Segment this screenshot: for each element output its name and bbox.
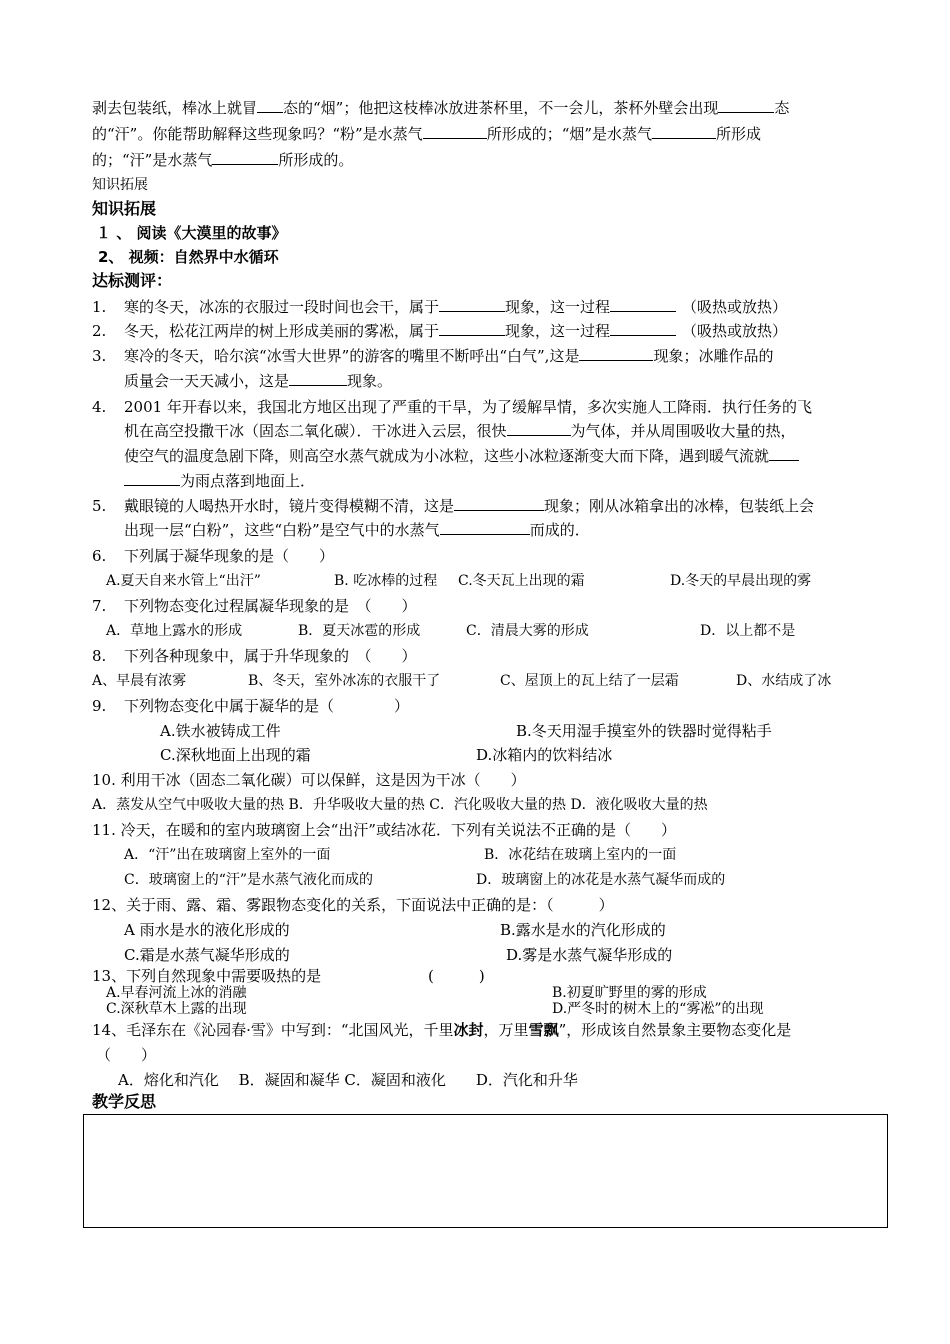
text: 寒的冬天，冰冻的衣服过一段时间也会干，属于 [124, 298, 440, 316]
q12-option-d[interactable]: D.雾是水蒸气凝华形成的 [506, 946, 673, 964]
text: （吸热或放热） [682, 322, 788, 340]
answer-blank[interactable] [423, 124, 487, 139]
test-heading: 达标测评： [92, 271, 173, 290]
question-4-line-4 [124, 471, 315, 491]
text: 寒冷的冬天，哈尔滨“冰雪大世界”的游客的嘴里不断呼出“白气”,这是 [124, 347, 580, 365]
q6-option-d[interactable]: D.冬天的早晨出现的雾 [670, 573, 812, 589]
q12-option-c[interactable]: C.霜是水蒸气凝华形成的 [124, 946, 290, 964]
question-8 [92, 646, 417, 666]
question-2 [92, 321, 787, 341]
q6-option-b[interactable]: B. 吃冰棒的过程 [334, 573, 438, 589]
text: 2001 年开春以来，我国北方地区出现了严重的干旱，为了缓解旱情，多次实施人工降雨．执行任务的飞 [124, 398, 812, 416]
q12-option-a[interactable]: A 雨水是水的液化形成的 [124, 921, 290, 939]
text: （吸热或放热） [682, 298, 788, 316]
q13-paren: ( ) [428, 967, 485, 985]
text: 为雨点落到地面上． [180, 472, 316, 490]
answer-blank[interactable] [439, 321, 505, 336]
text: 下列属于凝华现象的是（ ） [124, 547, 335, 565]
answer-blank[interactable] [610, 321, 676, 336]
q7-option-c[interactable]: C．清晨大雾的形成 [466, 623, 589, 639]
q8-option-b[interactable]: B、冬天，室外冰冻的衣服干了 [248, 673, 441, 689]
text: 现象，这一过程 [505, 298, 611, 316]
q-num: 4. [92, 398, 107, 416]
answer-blank[interactable] [257, 98, 283, 113]
intro-line-1 [92, 98, 789, 118]
q-num: 5. [92, 497, 107, 515]
q-num: 8. [92, 647, 107, 665]
expand-heading: 知识拓展 [92, 199, 157, 218]
q-num: 7. [92, 597, 107, 615]
q7-option-b[interactable]: B．夏天冰雹的形成 [298, 623, 421, 639]
q6-option-c[interactable]: C.冬天瓦上出现的霜 [458, 573, 585, 589]
text: 剥去包装纸，棒冰上就冒 [92, 99, 258, 117]
question-5 [92, 496, 814, 516]
text: 现象，这一过程 [505, 322, 611, 340]
question-4-line-2 [124, 421, 796, 441]
question-10: 10. 利用干冰（固态二氧化碳）可以保鲜，这是因为干冰（ ） [92, 771, 526, 789]
text: ”，形成该自然景象主要物态变化是 [558, 1021, 792, 1039]
text: 冬天，松花江两岸的树上形成美丽的雾凇，属于 [124, 322, 440, 340]
question-4-line-3 [124, 446, 799, 466]
q14-paren: （ ） [96, 1046, 157, 1064]
reflection-heading: 教学反思 [92, 1092, 157, 1111]
text: 所形成的。 [278, 151, 354, 169]
question-3 [92, 346, 773, 366]
q12-option-b[interactable]: B.露水是水的汽化形成的 [500, 921, 666, 939]
text: 14、毛泽东在《沁园春·雪》中写到：“北国风光，千里 [92, 1021, 454, 1039]
intro-line-3 [92, 150, 353, 170]
text: 态的“烟”；他把这枝棒冰放进茶杯里，不一会儿，茶杯外壁会出现 [283, 99, 719, 117]
q9-option-a[interactable]: A.铁水被铸成工件 [160, 722, 281, 740]
q8-option-c[interactable]: C、屋顶上的瓦上结了一层霜 [500, 673, 679, 689]
question-6 [92, 546, 334, 566]
answer-blank[interactable] [212, 150, 278, 165]
answer-blank[interactable] [579, 346, 653, 361]
text: 使空气的温度急剧下降，则高空水蒸气就成为小冰粒，这些小冰粒逐渐变大而下降，遇到暖气流就 [124, 447, 770, 465]
q-num: 6. [92, 547, 107, 565]
reflection-box[interactable] [83, 1114, 888, 1228]
answer-blank[interactable] [439, 297, 505, 312]
text: 而成的． [529, 521, 590, 539]
answer-blank[interactable] [440, 520, 530, 535]
question-7 [92, 596, 417, 616]
q9-option-d[interactable]: D.冰箱内的饮料结冰 [476, 746, 613, 764]
question-13: 13、下列自然现象中需要吸热的是 [92, 967, 322, 985]
text: 的；“汗”是水蒸气 [92, 151, 213, 169]
text: 质量会一天天减小，这是 [124, 372, 290, 390]
answer-blank[interactable] [289, 371, 347, 386]
q9-option-c[interactable]: C.深秋地面上出现的霜 [160, 746, 311, 764]
text: 的“汗”。你能帮助解释这些现象吗？“粉”是水蒸气 [92, 125, 423, 143]
text: 下列物态变化过程属凝华现象的是 （ ） [124, 597, 417, 615]
text: ，万里 [483, 1021, 529, 1039]
question-1 [92, 297, 787, 317]
q7-option-a[interactable]: A．草地上露水的形成 [106, 623, 243, 639]
q11-option-b[interactable]: B．冰花结在玻璃上室内的一面 [484, 847, 677, 863]
question-11: 11. 冷天，在暖和的室内玻璃窗上会“出汗”或结冰花．下列有关说法不正确的是（ ） [92, 821, 676, 839]
text: 现象。 [347, 372, 393, 390]
expand-item-1: １ 、 阅读《大漠里的故事》 [96, 224, 287, 242]
answer-blank[interactable] [454, 496, 544, 511]
text: 下列各种现象中，属于升华现象的 （ ） [124, 647, 417, 665]
q7-option-d[interactable]: D．以上都不是 [700, 623, 796, 639]
q8-option-d[interactable]: D、水结成了冰 [736, 673, 832, 689]
text: 现象；冰雕作品的 [653, 347, 774, 365]
intro-line-2 [92, 124, 761, 144]
answer-blank[interactable] [610, 297, 676, 312]
text: 下列物态变化中属于凝华的是（ ） [124, 697, 410, 715]
text: 为气体，并从周围吸收大量的热， [570, 422, 796, 440]
answer-blank[interactable] [769, 446, 799, 461]
q9-option-b[interactable]: B.冬天用湿手摸室外的铁器时觉得粘手 [516, 722, 772, 740]
answer-blank[interactable] [718, 98, 774, 113]
q11-option-a[interactable]: A．“汗”出在玻璃窗上室外的一面 [124, 847, 331, 863]
q13-option-b[interactable]: B.初夏旷野里的雾的形成 [552, 985, 707, 1001]
text: 所形成 [716, 125, 762, 143]
q11-option-c[interactable]: C．玻璃窗上的“汗”是水蒸气液化而成的 [124, 872, 374, 888]
answer-blank[interactable] [507, 421, 571, 436]
answer-blank[interactable] [652, 124, 716, 139]
q-num: 1. [92, 298, 107, 316]
q14-options[interactable]: A．熔化和汽化 B．凝固和凝华 C．凝固和液化 D．汽化和升华 [118, 1071, 578, 1089]
q10-options[interactable]: A．蒸发从空气中吸收大量的热 B．升华吸收大量的热 C．汽化吸收大量的热 D．液化吸收大量的热 [92, 797, 708, 813]
q-num: 3. [92, 347, 107, 365]
q6-option-a[interactable]: A.夏天自来水管上“出汗” [106, 573, 261, 589]
q13-option-a[interactable]: A.早春河流上冰的消融 [106, 985, 247, 1001]
q13-option-d[interactable]: D.严冬时的树木上的“雾凇”的出现 [552, 1001, 764, 1017]
text: 现象；刚从冰箱拿出的冰棒，包装纸上会 [544, 497, 815, 515]
q11-option-d[interactable]: D．玻璃窗上的冰花是水蒸气凝华而成的 [476, 872, 726, 888]
text: 态 [774, 99, 790, 117]
text: 机在高空投撒干冰（固态二氧化碳）．干冰进入云层，很快 [124, 422, 507, 440]
question-3-cont [124, 371, 392, 391]
q-num: 9. [92, 697, 107, 715]
question-12: 12、关于雨、露、霜、雾跟物态变化的关系，下面说法中正确的是：（ ） [92, 896, 614, 914]
answer-blank[interactable] [124, 471, 180, 486]
text: 出现一层“白粉”，这些“白粉”是空气中的水蒸气 [124, 521, 440, 539]
small-heading: 知识拓展 [92, 177, 148, 193]
text: 戴眼镜的人喝热开水时，镜片变得模糊不清，这是 [124, 497, 455, 515]
question-5-cont [124, 520, 590, 540]
q8-option-a[interactable]: A、早晨有浓雾 [92, 673, 187, 689]
expand-item-2: 2、 视频：自然界中水循环 [98, 248, 279, 266]
question-9 [92, 696, 409, 716]
q-num: 2. [92, 322, 107, 340]
q13-option-c[interactable]: C.深秋草木上露的出现 [106, 1001, 247, 1017]
text: 所形成的；“烟”是水蒸气 [486, 125, 653, 143]
question-4 [92, 397, 812, 417]
bold-text: 雪飘 [528, 1021, 559, 1039]
question-14 [92, 1020, 791, 1040]
bold-text: 冰封 [453, 1021, 484, 1039]
